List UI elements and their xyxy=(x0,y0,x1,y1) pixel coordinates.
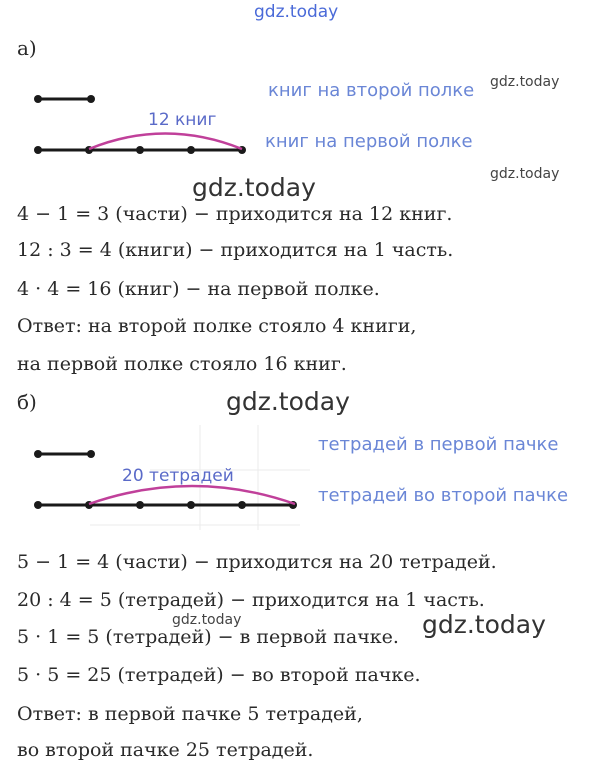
part-b-line-1: 5 − 1 = 4 (части) − приходится на 20 тетрадей. xyxy=(17,551,497,573)
part-a-long-label: книг на первой полке xyxy=(265,131,473,152)
watermark-b-right: gdz.today xyxy=(422,610,546,639)
part-b-long-label: тетрадей во второй пачке xyxy=(318,485,569,506)
part-a-label: а) xyxy=(17,36,37,60)
part-b-line-5: Ответ: в первой пачке 5 тетрадей, xyxy=(17,703,363,725)
part-b-short-label: тетрадей в первой пачке xyxy=(318,434,559,455)
watermark-top: gdz.today xyxy=(254,2,339,22)
part-a-line-3: 4 · 4 = 16 (книг) − на первой полке. xyxy=(17,278,380,300)
part-a-line-1: 4 − 1 = 3 (части) − приходится на 12 книг. xyxy=(17,203,453,225)
part-b-label: б) xyxy=(17,390,37,414)
part-a-line-5: на первой полке стояло 16 книг. xyxy=(17,353,347,375)
part-b-line-3: 5 · 1 = 5 (тетрадей) − в первой пачке. xyxy=(17,626,399,648)
watermark-a-middle: gdz.today xyxy=(192,173,316,202)
watermark-a-right-1: gdz.today xyxy=(490,74,560,90)
watermark-b-middle: gdz.today xyxy=(226,387,350,416)
part-b-line-6: во второй пачке 25 тетрадей. xyxy=(17,739,314,761)
watermark-a-right-2: gdz.today xyxy=(490,166,560,182)
part-b-arc-label: 20 тетрадей xyxy=(122,466,234,486)
part-a-short-label: книг на второй полке xyxy=(268,80,475,101)
part-a-line-4: Ответ: на второй полке стояло 4 книги, xyxy=(17,315,417,337)
part-b-line-4: 5 · 5 = 25 (тетрадей) − во второй пачке. xyxy=(17,664,421,686)
part-a-arc-label: 12 книг xyxy=(148,110,217,130)
watermark-b-small: gdz.today xyxy=(172,612,242,628)
part-b-short-segment xyxy=(34,450,95,458)
part-a-line-2: 12 : 3 = 4 (книги) − приходится на 1 часть. xyxy=(17,239,454,261)
part-b-line-2: 20 : 4 = 5 (тетрадей) − приходится на 1 часть. xyxy=(17,589,485,611)
